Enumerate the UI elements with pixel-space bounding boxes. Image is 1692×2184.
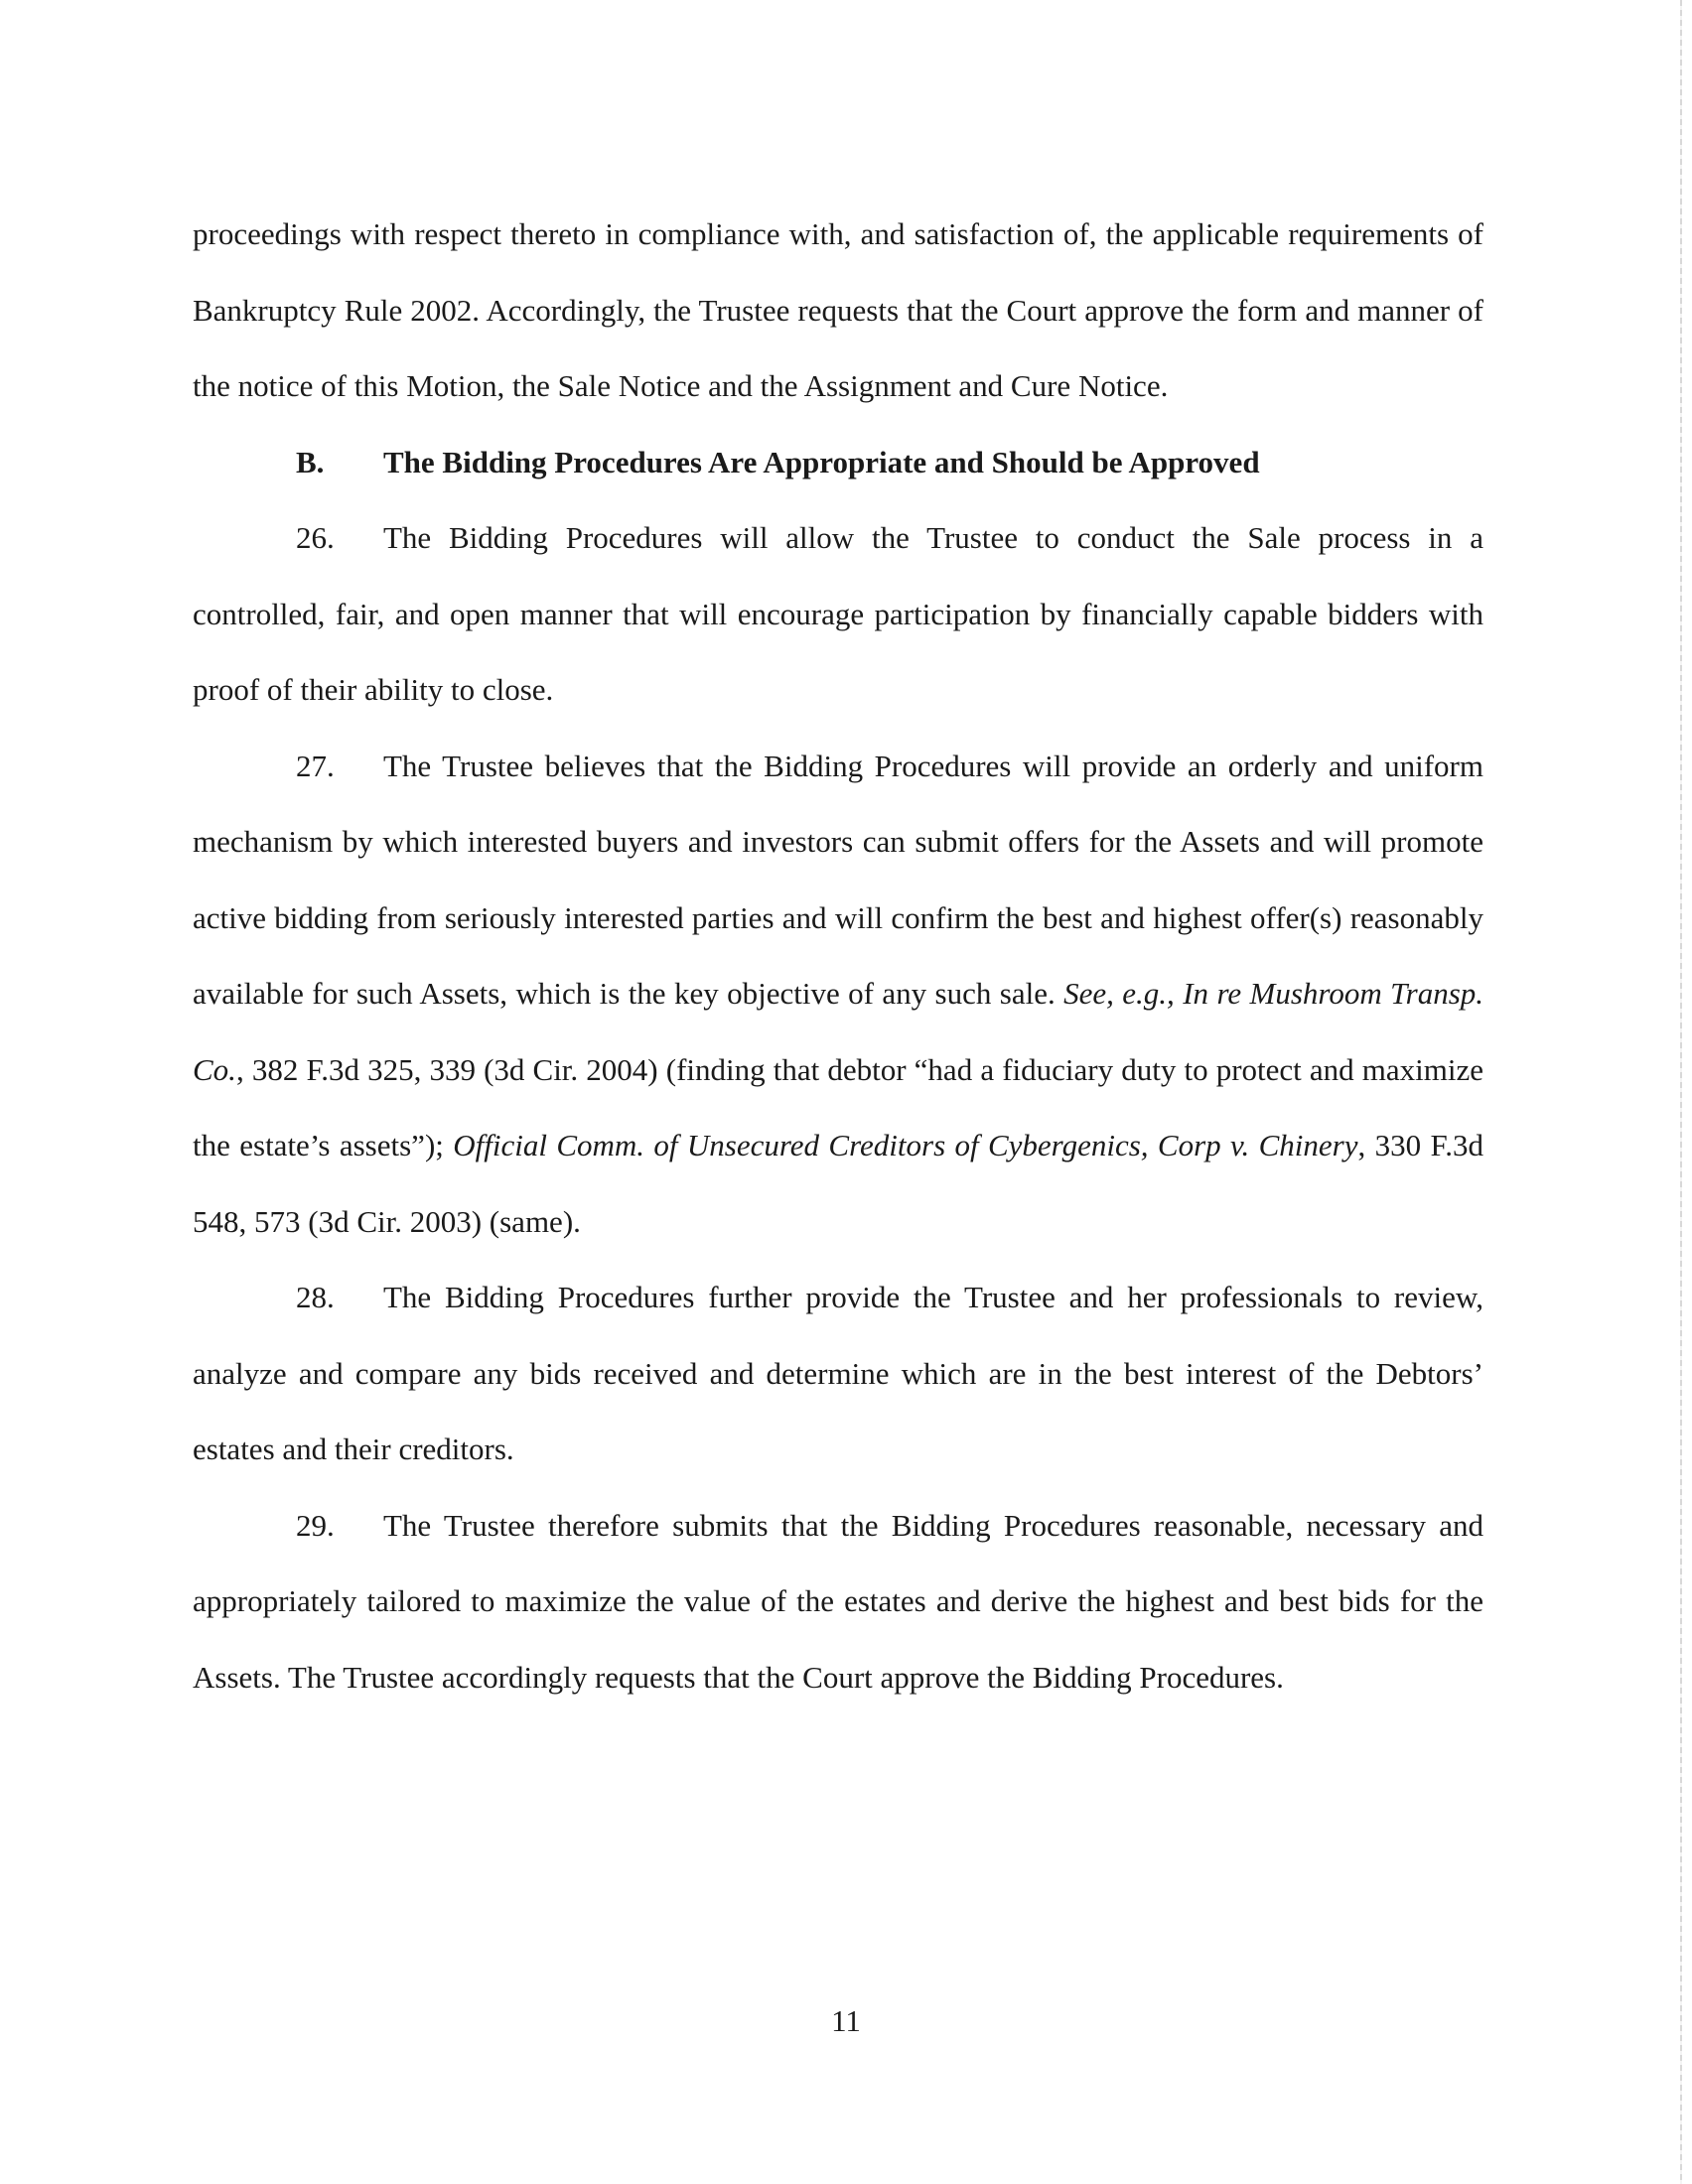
paragraph-text: The Bidding Procedures further provide the Trustee and her professionals to review, analyze and compare any bids received and determine which are in the best interest of the Debtors’ estates and their creditors.: [193, 1280, 1483, 1466]
scan-edge: [1680, 0, 1682, 2184]
citation: , 330 F.3d 548, 573 (3d Cir. 2003) (same).: [193, 1128, 1484, 1239]
paragraph-number: 27.: [296, 748, 335, 783]
case-name: Official Comm. of Unsecured Creditors of Cybergenics, Corp v. Chinery: [453, 1128, 1358, 1162]
paragraph-number: 26.: [296, 520, 335, 555]
paragraph-text: The Trustee therefore submits that the Bidding Procedures reasonable, necessary and appropriately tailored to maximize the value of the estates and derive the highest and best bids for the Assets. The Trustee accordingly requests that the Court approve the Bidding Procedures.: [193, 1507, 1483, 1695]
paragraph-text: The Bidding Procedures will allow the Trustee to conduct the Sale process in a controlled, fair, and open manner that will encourage participation by financially capable bidders with proof of their ability to close.: [193, 520, 1483, 707]
section-heading: [193, 425, 1483, 501]
citation-signal: See, e.g.,: [1063, 976, 1175, 1011]
continuation-paragraph: proceedings with respect thereto in compliance with, and satisfaction of, the applicable requirements of Bankruptcy Rule 2002. Accordingly, the Trustee requests that the Court approve the form and manner of the notice of this Motion, the Sale Notice and the Assignment and Cure Notice.: [193, 216, 1483, 403]
page-number: 11: [831, 2003, 861, 2038]
section-title: The Bidding Procedures Are Appropriate and Should be Approved: [383, 444, 1260, 479]
section-letter: B.: [296, 444, 325, 479]
case-name: In re Mushroom Transp. Co.: [193, 976, 1484, 1087]
paragraph-number: 28.: [296, 1280, 335, 1314]
citation: , 382 F.3d 325, 339 (3d Cir. 2004) (finding that debtor “had a fiduciary duty to protect and maximize the estate’s assets”);: [193, 1051, 1483, 1162]
paragraph-26: [193, 500, 1483, 729]
document-body: [193, 197, 1483, 1715]
paragraph-27: [193, 729, 1483, 1261]
paragraph-28: [193, 1260, 1483, 1488]
paragraph-number: 29.: [296, 1507, 335, 1543]
paragraph-29: [193, 1488, 1483, 1716]
paragraph-text: The Trustee believes that the Bidding Procedures will provide an orderly and uniform mechanism by which interested buyers and investors can submit offers for the Assets and will promote active bidding from seriously interested parties and will confirm the best and highest offer(s) reasonably available for such Assets, which is the key objective of any such sale.: [193, 748, 1483, 1011]
